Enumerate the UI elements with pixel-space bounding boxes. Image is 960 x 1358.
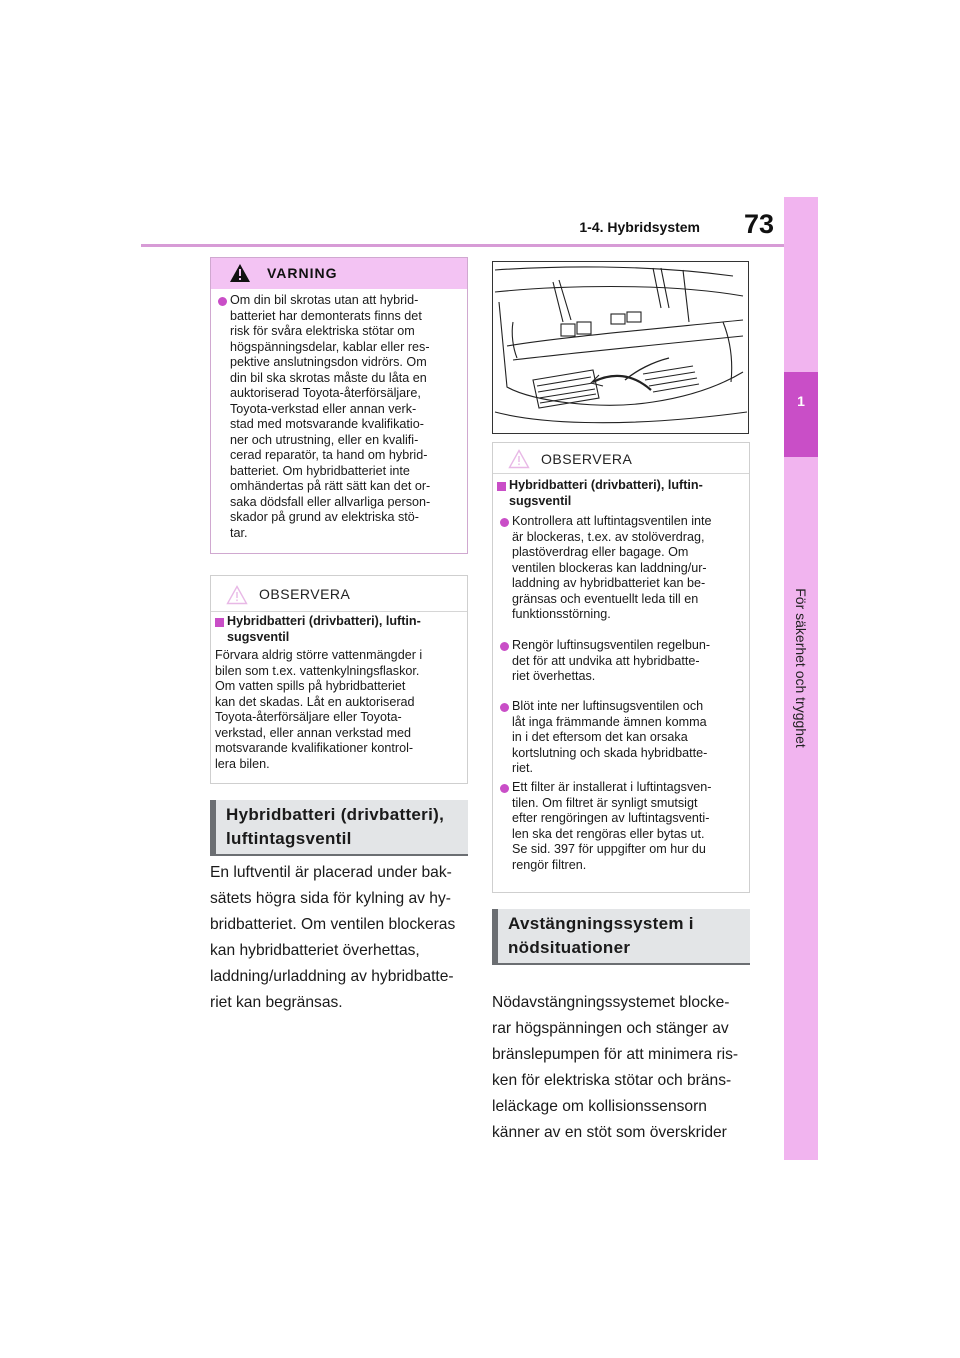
square-bullet-icon	[215, 618, 224, 627]
notice-line: kan det skadas. Låt en auktoriserad	[215, 694, 415, 709]
notice-line: funktionsstörning.	[512, 607, 611, 621]
paragraph-line: ken för elektriska stötar och bräns-	[492, 1072, 732, 1089]
bullet-icon	[500, 703, 509, 712]
notice-heading-line: sugsventil	[509, 493, 572, 508]
notice-heading-line: Hybridbatteri (drivbatteri), luftin-	[227, 614, 421, 628]
warning-line: risk för svåra elektriska stötar om	[230, 324, 415, 338]
warning-line: pektive anslutningsdon vidrörs. Om	[230, 355, 427, 369]
bullet-icon	[500, 784, 509, 793]
notice-line: ventilen blockeras kan laddning/ur-	[512, 560, 707, 575]
paragraph-line: kan hybridbatteriet överhettas,	[210, 942, 420, 959]
paragraph-line: sätets högra sida för kylning av hy-	[210, 890, 451, 907]
warning-line: saka dödsfall eller allvarliga person-	[230, 494, 431, 509]
caution-triangle-icon	[508, 449, 530, 474]
paragraph-line: Nödavstängningssystemet blocke-	[492, 994, 730, 1011]
section-rule	[492, 963, 750, 965]
notice-divider	[211, 611, 467, 612]
side-tab-chapter-marker	[784, 372, 818, 457]
notice-line: riet.	[512, 761, 533, 775]
paragraph-line: känner av en stöt som överskrider	[492, 1124, 727, 1141]
notice-heading-line: sugsventil	[227, 629, 290, 644]
notice-bullet-item	[512, 514, 712, 623]
notice-box-right	[492, 442, 750, 893]
warning-line: ner och utrustning, eller en kvalifi-	[230, 432, 419, 447]
section-heading-line-1: Hybridbatteri (drivbatteri),	[226, 805, 445, 824]
notice-line: Blöt inte ner luftinsugsventilen och	[512, 699, 704, 713]
square-bullet-icon	[497, 482, 506, 491]
notice-line: Kontrollera att luftintagsventilen inte	[512, 514, 712, 528]
warning-line: batteriet. Om hybridbatteriet inte	[230, 463, 410, 478]
notice-heading-line: Hybridbatteri (drivbatteri), luftin-	[509, 478, 703, 492]
warning-line: Toyota-verkstad eller annan verk-	[230, 401, 417, 416]
paragraph-line: bränslepumpen för att minimera ris-	[492, 1046, 739, 1063]
bullet-icon	[500, 518, 509, 527]
section-heading-line-1: Avstängningssystem i	[508, 914, 694, 933]
notice-line: verkstad, eller annan verkstad med	[215, 725, 412, 740]
warning-line: cerad reparatör, ta hand om hybrid-	[230, 448, 428, 462]
notice-line: efter rengöringen av luftintagsventi-	[512, 811, 710, 825]
paragraph-line: laddning/urladdning av hybridbatte-	[210, 968, 454, 985]
notice-line: lera bilen.	[215, 756, 270, 771]
warning-line: auktoriserad Toyota-återförsäljare,	[230, 386, 421, 400]
notice-line: len ska det rengöras eller bytas ut.	[512, 826, 705, 841]
notice-bullet-item	[512, 638, 710, 685]
notice-line: riet överhettas.	[512, 669, 596, 683]
warning-header	[211, 258, 467, 289]
warning-line: stad med motsvarande kvalifikatio-	[230, 417, 424, 431]
notice-divider	[493, 473, 749, 474]
notice-line: rengör filtren.	[512, 857, 587, 872]
warning-line: Om din bil skrotas utan att hybrid-	[230, 293, 419, 307]
notice-line: Ett filter är installerat i luftintagsven-	[512, 780, 712, 794]
notice-line: är blockeras, t.ex. av stolöverdrag,	[512, 529, 705, 544]
notice-line: motsvarande kvalifikationer kontrol-	[215, 741, 414, 755]
notice-heading	[509, 478, 703, 509]
notice-line: in i det eftersom det kan orsaka	[512, 730, 688, 744]
side-tab-label: För säkerhet och trygghet	[793, 588, 809, 748]
section-paragraph-right	[492, 990, 738, 1146]
rear-seat-air-vent-illustration	[492, 261, 749, 434]
notice-text	[215, 648, 422, 772]
notice-line: Om vatten spills på hybridbatteriet	[215, 679, 406, 693]
notice-bullet-item	[512, 780, 711, 873]
notice-line: plastöverdrag eller bagage. Om	[512, 545, 689, 559]
warning-line: högspänningsdelar, kablar eller res-	[230, 339, 430, 354]
side-tab-number: 1	[797, 393, 805, 409]
notice-line: Toyota-återförsäljare eller Toyota-	[215, 710, 402, 724]
warning-line: omhändertas på rätt sätt kan det or-	[230, 479, 431, 493]
bullet-icon	[218, 297, 227, 306]
chapter-label: 1-4. Hybridsystem	[579, 219, 700, 235]
notice-title: OBSERVERA	[541, 451, 633, 467]
header-rule	[141, 244, 784, 247]
warning-text	[230, 293, 430, 541]
notice-line: laddning av hybridbatteriet kan be-	[512, 576, 706, 590]
notice-line: tilen. Om filtret är synligt smutsigt	[512, 795, 698, 810]
bullet-icon	[500, 642, 509, 651]
notice-box-left	[210, 575, 468, 784]
paragraph-line: rar högspänningen och stänger av	[492, 1020, 729, 1037]
warning-line: batteriet har demonterats finns det	[230, 308, 422, 323]
section-heading-line-2: luftintagsventil	[226, 829, 352, 848]
caution-triangle-icon	[226, 585, 248, 610]
paragraph-line: leläckage om kollisionssensorn	[492, 1098, 707, 1115]
warning-line: din bil ska skrotas måste du låta en	[230, 370, 427, 385]
section-heading-line-2: nödsituationer	[508, 938, 631, 957]
section-rule	[210, 854, 468, 856]
paragraph-line: bridbatteriet. Om ventilen blockeras	[210, 916, 456, 933]
warning-triangle-icon	[229, 263, 251, 288]
notice-line: låt inga främmande ämnen komma	[512, 714, 707, 729]
warning-line: skador på grund av elektriska stö-	[230, 510, 419, 524]
warning-title: VARNING	[267, 265, 338, 281]
paragraph-line: riet kan begränsas.	[210, 994, 343, 1011]
notice-line: bilen som t.ex. vattenkylningsflaskor.	[215, 663, 420, 678]
rear-seat-drawing	[493, 262, 748, 433]
paragraph-line: En luftventil är placerad under bak-	[210, 864, 452, 881]
notice-heading	[227, 614, 421, 645]
page-number: 73	[743, 209, 774, 239]
notice-title: OBSERVERA	[259, 586, 351, 602]
notice-line: Rengör luftinsugsventilen regelbun-	[512, 638, 711, 652]
section-paragraph-left	[210, 860, 455, 1016]
notice-line: kortslutning och skada hybridbatte-	[512, 745, 708, 760]
section-heading-left	[210, 800, 468, 854]
notice-line: Se sid. 397 för uppgifter om hur du	[512, 842, 706, 856]
notice-line: gränsas och eventuellt leda till en	[512, 591, 699, 606]
notice-line: det för att undvika att hybridbatte-	[512, 653, 700, 668]
notice-bullet-item	[512, 699, 707, 777]
warning-line: tar.	[230, 525, 248, 540]
section-heading-right	[492, 909, 750, 963]
notice-line: Förvara aldrig större vattenmängder i	[215, 648, 423, 662]
warning-box	[210, 257, 468, 554]
